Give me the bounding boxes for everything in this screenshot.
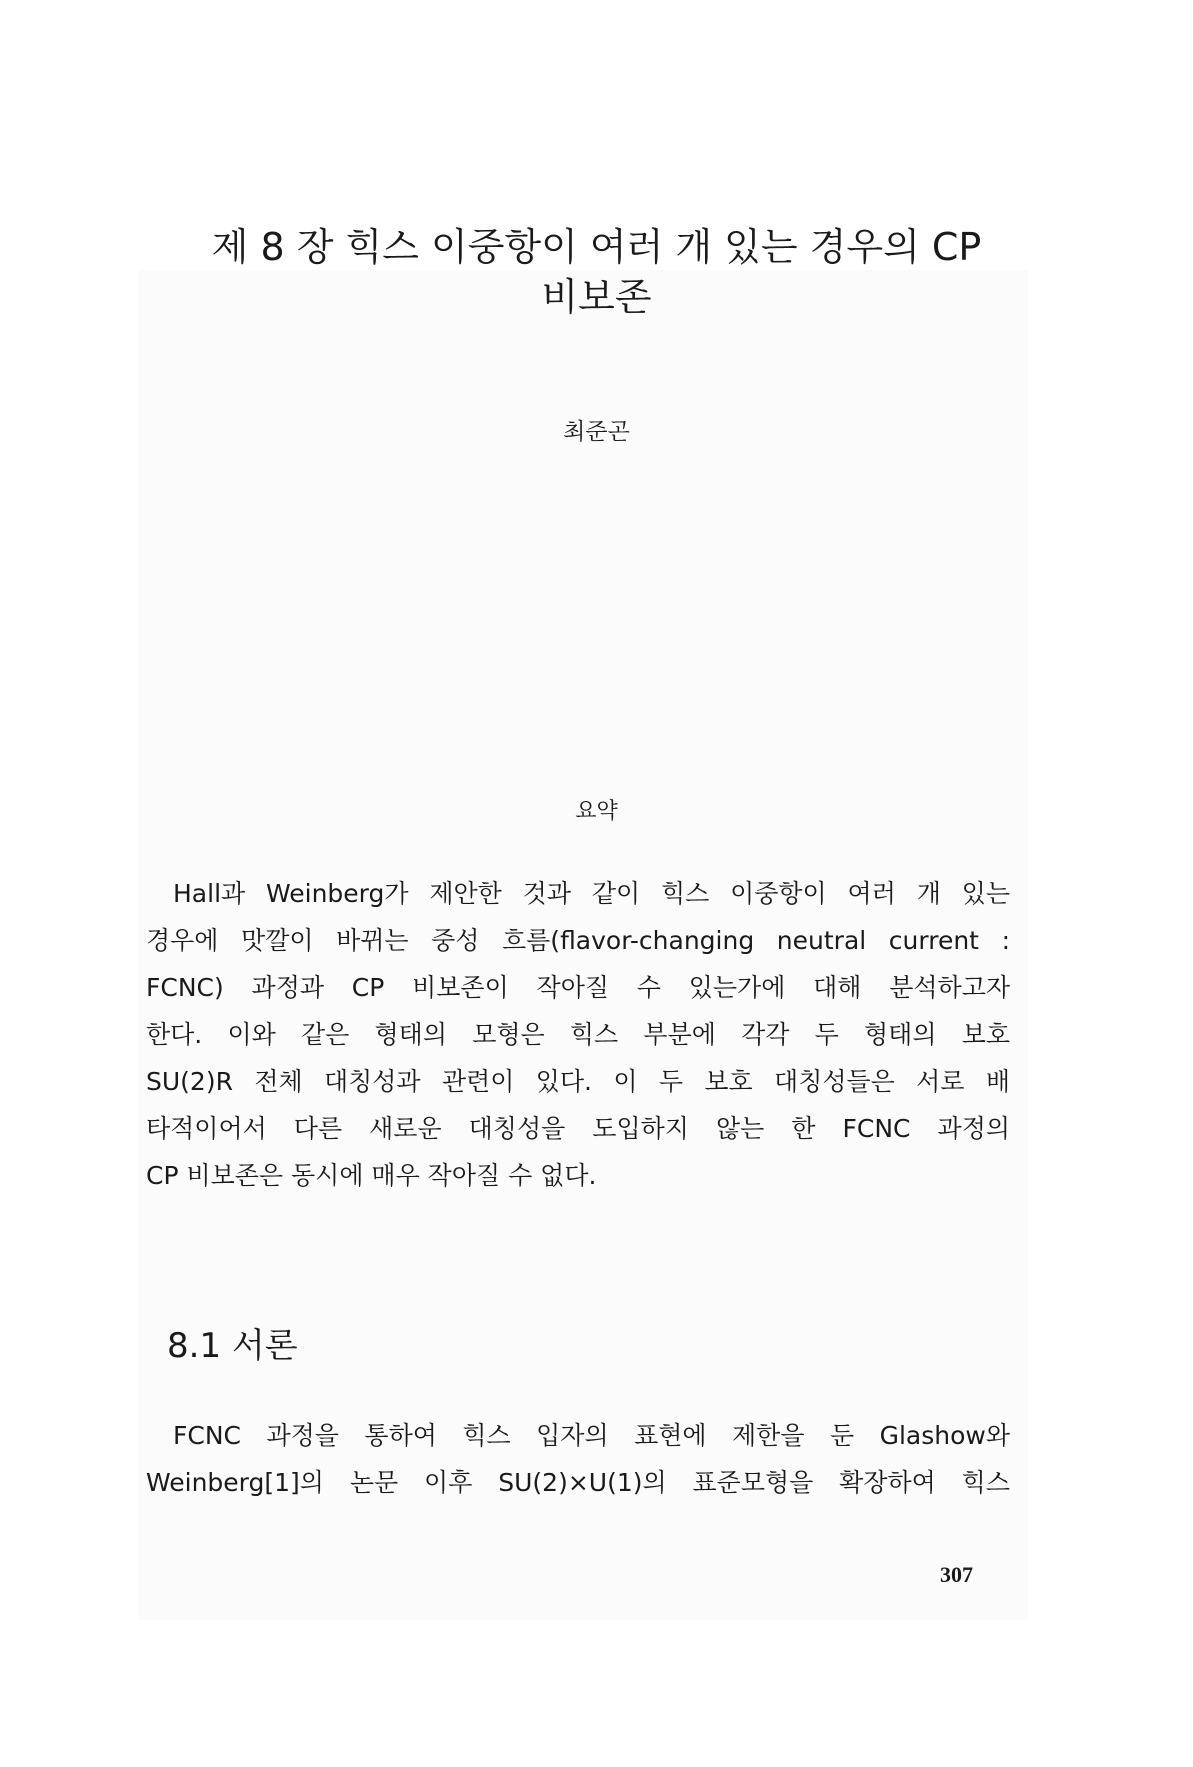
section-line: Weinberg[1]의 논문 이후 SU(2)×U(1)의 표준모형을 확장하여 힉스 (146, 1468, 1010, 1497)
abstract-line: SU(2)R 전체 대칭성과 관련이 있다. 이 두 보호 대칭성들은 서로 배 (146, 1067, 1010, 1096)
abstract-line: 타적이어서 다른 새로운 대칭성을 도입하지 않는 한 FCNC 과정의 (146, 1114, 1010, 1143)
author-name: 최준곤 (563, 419, 630, 445)
abstract-line: Hall과 Weinberg가 제안한 것과 같이 힉스 이중항이 여러 개 있는 (173, 879, 1010, 908)
abstract-line: FCNC) 과정과 CP 비보존이 작아질 수 있는가에 대해 분석하고자 (146, 973, 1010, 1002)
abstract-line: 경우에 맛깔이 바뀌는 중성 흐름(flavor-changing neutral current : (146, 926, 1010, 955)
abstract-line: 한다. 이와 같은 형태의 모형은 힉스 부분에 각각 두 형태의 보호 (146, 1020, 1010, 1049)
chapter-title-line-1: 제 8 장 힉스 이중항이 여러 개 있는 경우의 CP (211, 225, 982, 269)
section-heading: 8.1 서론 (167, 1326, 298, 1366)
abstract-heading: 요약 (575, 799, 618, 824)
section-line: FCNC 과정을 통하여 힉스 입자의 표현에 제한을 둔 Glashow와 (173, 1421, 1010, 1450)
chapter-title-line-2: 비보존 (541, 275, 652, 319)
abstract-line: CP 비보존은 동시에 매우 작아질 수 없다. (146, 1161, 597, 1190)
page-number: 307 (940, 1562, 973, 1587)
